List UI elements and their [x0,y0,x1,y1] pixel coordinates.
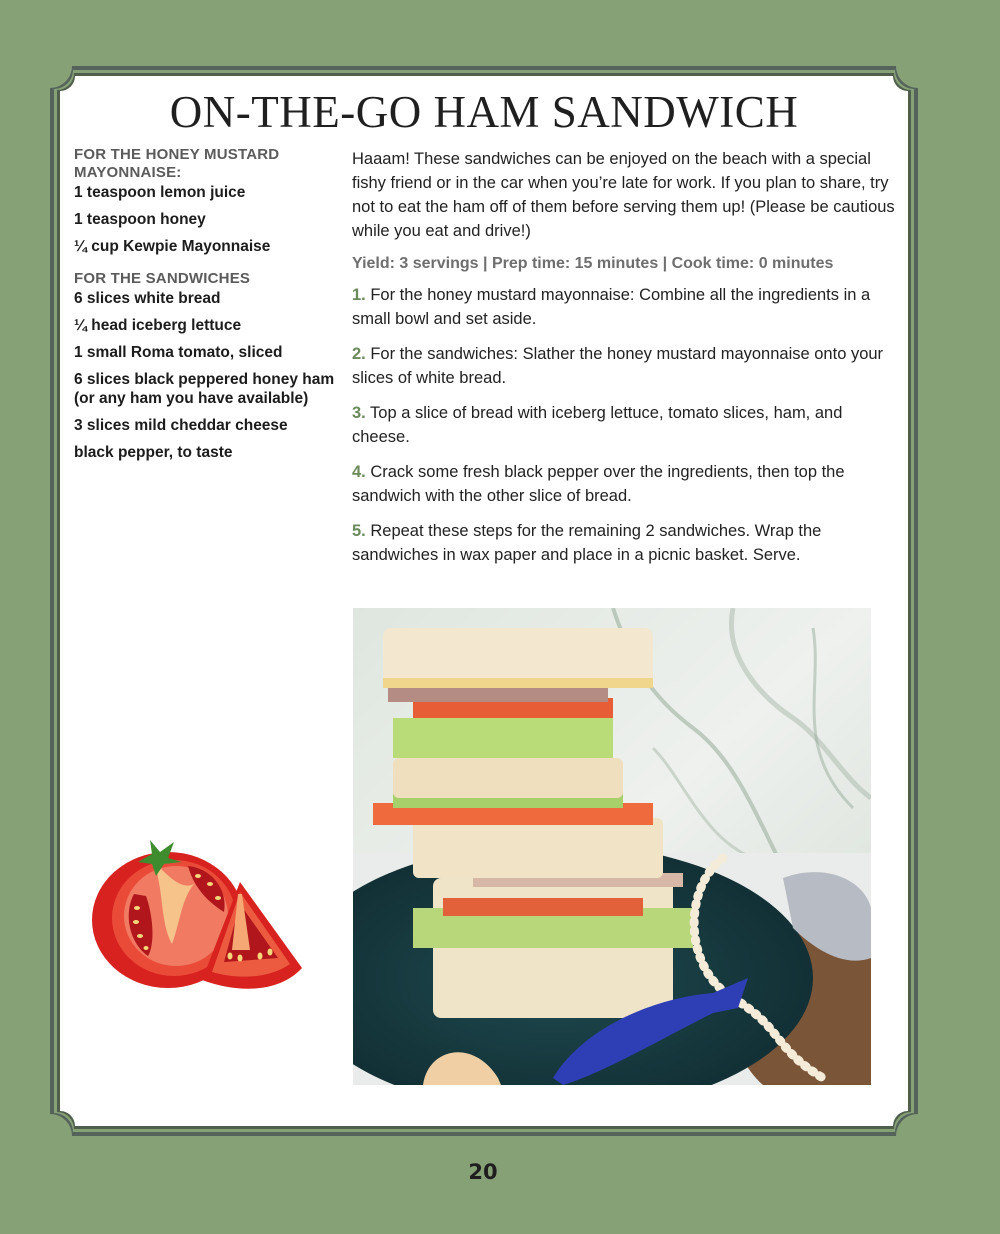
tomato-icon [90,832,304,992]
ingredient-item: 6 slices black peppered honey ham (or any ham you have available) [74,371,335,407]
ingredient-item: 3 slices mild cheddar cheese [74,417,288,434]
step-number: 2. [352,345,366,363]
ingredients-column [74,146,344,470]
ingredient-item: ¼ head iceberg lettuce [74,317,242,334]
ingredient-list-sandwiches [74,289,344,462]
ingredient-item: 1 teaspoon lemon juice [74,184,246,201]
step-item [352,519,900,567]
step-number: 1. [352,286,366,304]
ingredient-section-heading: FOR THE SANDWICHES [74,270,251,287]
recipe-intro: Haaam! These sandwiches can be enjoyed on the beach with a special fishy friend or in the car when you’re late for work. If you plan to share, try not to eat the ham off of them before serving them up! (Please be cautious while you eat and drive!) [352,150,895,240]
step-number: 3. [352,404,366,422]
page-number: 20 [468,1160,498,1184]
yield-and-times: Yield: 3 servings | Prep time: 15 minutes | Cook time: 0 minutes [352,255,834,272]
ingredient-item: 1 small Roma tomato, sliced [74,344,283,361]
step-text: Top a slice of bread with iceberg lettuce, tomato slices, ham, and cheese. [352,404,843,446]
step-text: For the honey mustard mayonnaise: Combine all the ingredients in a small bowl and set aside. [352,286,871,328]
step-text: For the sandwiches: Slather the honey mustard mayonnaise onto your slices of white bread. [352,345,884,387]
step-item [352,342,900,390]
recipe-page-frame [50,66,918,1136]
stacked-sandwich-image [353,608,871,1085]
recipe-title: ON-THE-GO HAM SANDWICH [169,87,799,137]
tomato-illustration [90,832,304,992]
recipe-card [50,66,918,1136]
step-text: Crack some fresh black pepper over the ingredients, then top the sandwich with the other slice of bread. [352,463,845,505]
ingredient-item: 1 teaspoon honey [74,211,206,228]
step-number: 4. [352,463,366,481]
step-number: 5. [352,522,366,540]
step-item [352,460,900,508]
ingredient-section-heading: FOR THE HONEY MUSTARD MAYONNAISE: [74,146,280,181]
directions-column [352,147,900,578]
ingredient-item: 6 slices white bread [74,290,221,307]
ingredient-item: ¼ cup Kewpie Mayonnaise [74,238,271,255]
sandwich-photo [353,608,871,1085]
ingredient-list-mayonnaise [74,183,344,256]
step-text: Repeat these steps for the remaining 2 sandwiches. Wrap the sandwiches in wax paper and place in a picnic basket. Serve. [352,522,822,564]
step-item [352,283,900,331]
steps-list [352,283,900,567]
step-item [352,401,900,449]
ingredient-item: black pepper, to taste [74,444,233,461]
